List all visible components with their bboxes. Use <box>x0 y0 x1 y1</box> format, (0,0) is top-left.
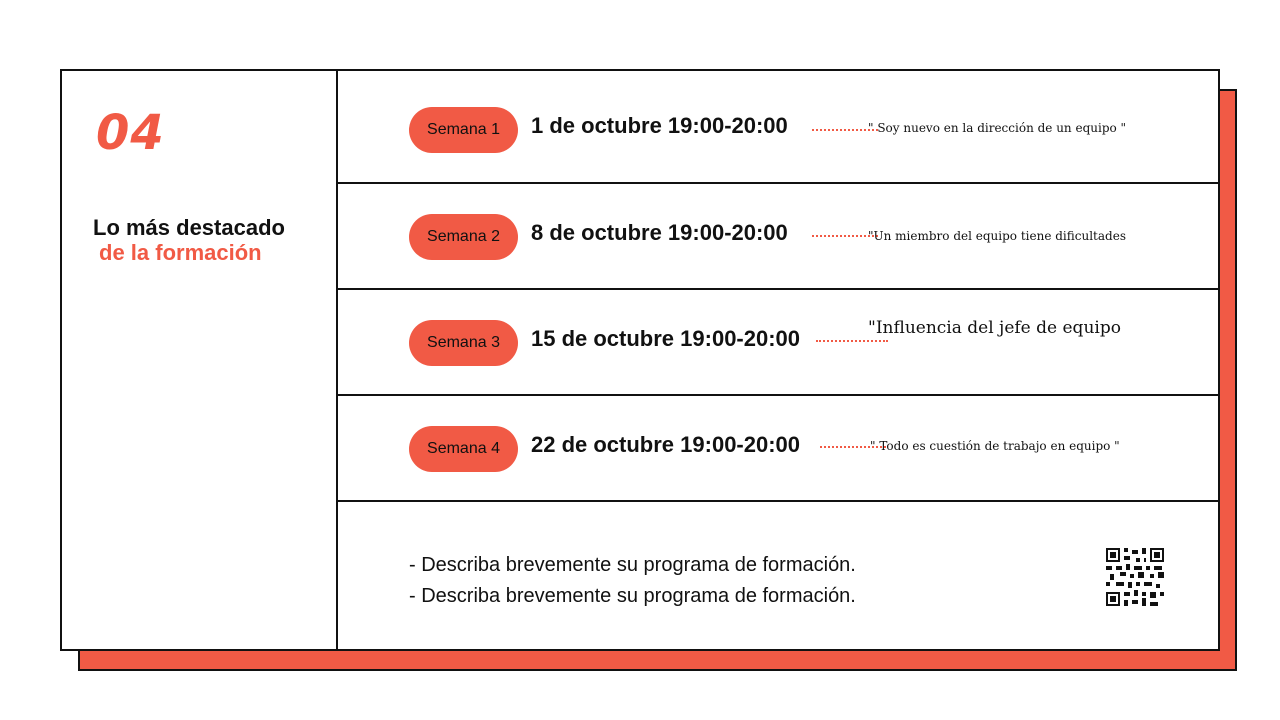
week-quote-3: "Influencia del jefe de equipo <box>868 318 1121 338</box>
week-quote-2: "Un miembro del equipo tiene dificultades <box>868 229 1126 243</box>
description-area <box>338 502 1218 648</box>
week-quote-4: " Todo es cuestión de trabajo en equipo " <box>870 439 1120 453</box>
description-line-1: - Describa brevemente su programa de formación. <box>409 554 856 576</box>
week-date-2: 8 de octubre 19:00-20:00 <box>531 220 788 245</box>
dotted-connector-3 <box>816 340 888 342</box>
week-row-4 <box>338 396 1218 502</box>
qr-code-icon <box>1106 548 1164 606</box>
week-row-1 <box>338 71 1218 184</box>
week-pill-1: Semana 1 <box>409 107 518 153</box>
week-pill-3: Semana 3 <box>409 320 518 366</box>
section-title-line1: Lo más destacado <box>93 215 285 240</box>
week-date-4: 22 de octubre 19:00-20:00 <box>531 432 801 457</box>
week-pill-2: Semana 2 <box>409 214 518 260</box>
week-row-2 <box>338 184 1218 290</box>
week-date-3: 15 de octubre 19:00-20:00 <box>531 326 801 351</box>
description-text <box>409 550 856 612</box>
schedule-rows <box>338 71 1218 648</box>
section-title-line2: de la formación <box>99 240 262 265</box>
left-column <box>62 71 338 649</box>
main-panel <box>60 69 1220 651</box>
section-title <box>93 215 285 265</box>
description-line-2: - Describa brevemente su programa de formación. <box>409 585 856 607</box>
week-row-3 <box>338 290 1218 396</box>
section-number: 04 <box>96 105 165 161</box>
week-pill-4: Semana 4 <box>409 426 518 472</box>
week-quote-1: " Soy nuevo en la dirección de un equipo " <box>868 121 1127 135</box>
week-date-1: 1 de octubre 19:00-20:00 <box>531 113 788 138</box>
